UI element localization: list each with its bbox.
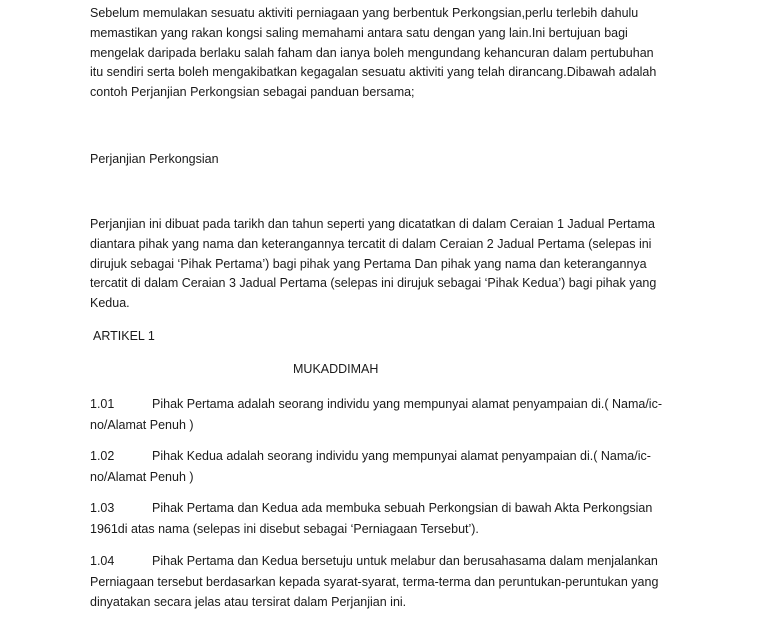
agreement-line: diantara pihak yang nama dan keterangannya tercatit di dalam Ceraian 2 Jadual Pertama (selepas ini (90, 236, 652, 251)
intro-line: contoh Perjanjian Perkongsian sebagai panduan bersama; (90, 85, 415, 100)
clause-number: 1.03 (90, 501, 115, 515)
clause-text: no/Alamat Penuh ) (90, 469, 194, 484)
preamble-heading: MUKADDIMAH (293, 362, 379, 376)
article-heading: ARTIKEL 1 (93, 329, 155, 343)
clause-number: 1.02 (90, 449, 115, 463)
clause-text: Pihak Pertama dan Kedua bersetuju untuk melabur dan berusahasama dalam menjalankan (152, 554, 658, 568)
clause-1-03 (90, 498, 710, 539)
intro-paragraph (90, 4, 690, 103)
intro-line: memastikan yang rakan kongsi saling memahami antara satu dengan yang lain.Ini bertujuan bagi (90, 25, 628, 40)
clause-text: no/Alamat Penuh ) (90, 417, 194, 432)
agreement-line: dirujuk sebagai ‘Pihak Pertama’) bagi pihak yang Pertama Dan pihak yang nama dan keterangannya (90, 256, 647, 271)
clause-text: Pihak Kedua adalah seorang individu yang mempunyai alamat penyampaian di.( Nama/ic- (152, 449, 651, 463)
section-heading: Perjanjian Perkongsian (90, 152, 219, 166)
clause-text: dinyatakan secara jelas atau tersirat dalam Perjanjian ini. (90, 595, 407, 609)
clause-1-01 (90, 394, 710, 435)
intro-line: itu sendiri serta boleh mengakibatkan kegagalan sesuatu aktiviti yang telah dirancang.Dibawah adalah (90, 65, 657, 80)
intro-line: mengelak daripada berlaku salah faham dan ianya boleh mengundang kehancuran dalam pertubuhan (90, 45, 654, 60)
agreement-line: Perjanjian ini dibuat pada tarikh dan tahun seperti yang dicatatkan di dalam Ceraian 1 Jadual Pertama (90, 217, 655, 231)
clause-text: Pihak Pertama adalah seorang individu yang mempunyai alamat penyampaian di.( Nama/ic- (152, 397, 662, 411)
clause-text: Pihak Pertama dan Kedua ada membuka sebuah Perkongsian di bawah Akta Perkongsian (152, 501, 653, 515)
agreement-line: tercatit di dalam Ceraian 3 Jadual Pertama (selepas ini dirujuk sebagai ‘Pihak Kedua’) bagi pihak yang (90, 276, 657, 291)
clause-number: 1.01 (90, 397, 115, 411)
clause-number: 1.04 (90, 554, 115, 568)
agreement-line: Kedua. (90, 296, 130, 311)
clause-1-02 (90, 446, 710, 487)
agreement-paragraph (90, 215, 690, 314)
clause-text: Perniagaan tersebut berdasarkan kepada syarat-syarat, terma-terma dan peruntukan-peruntukan yang (90, 574, 659, 589)
clause-1-04 (90, 551, 710, 613)
intro-line: Sebelum memulakan sesuatu aktiviti perniagaan yang berbentuk Perkongsian,perlu terlebih dahulu (90, 6, 639, 20)
clause-text: 1961di atas nama (selepas ini disebut sebagai ‘Perniagaan Tersebut’). (90, 521, 479, 536)
